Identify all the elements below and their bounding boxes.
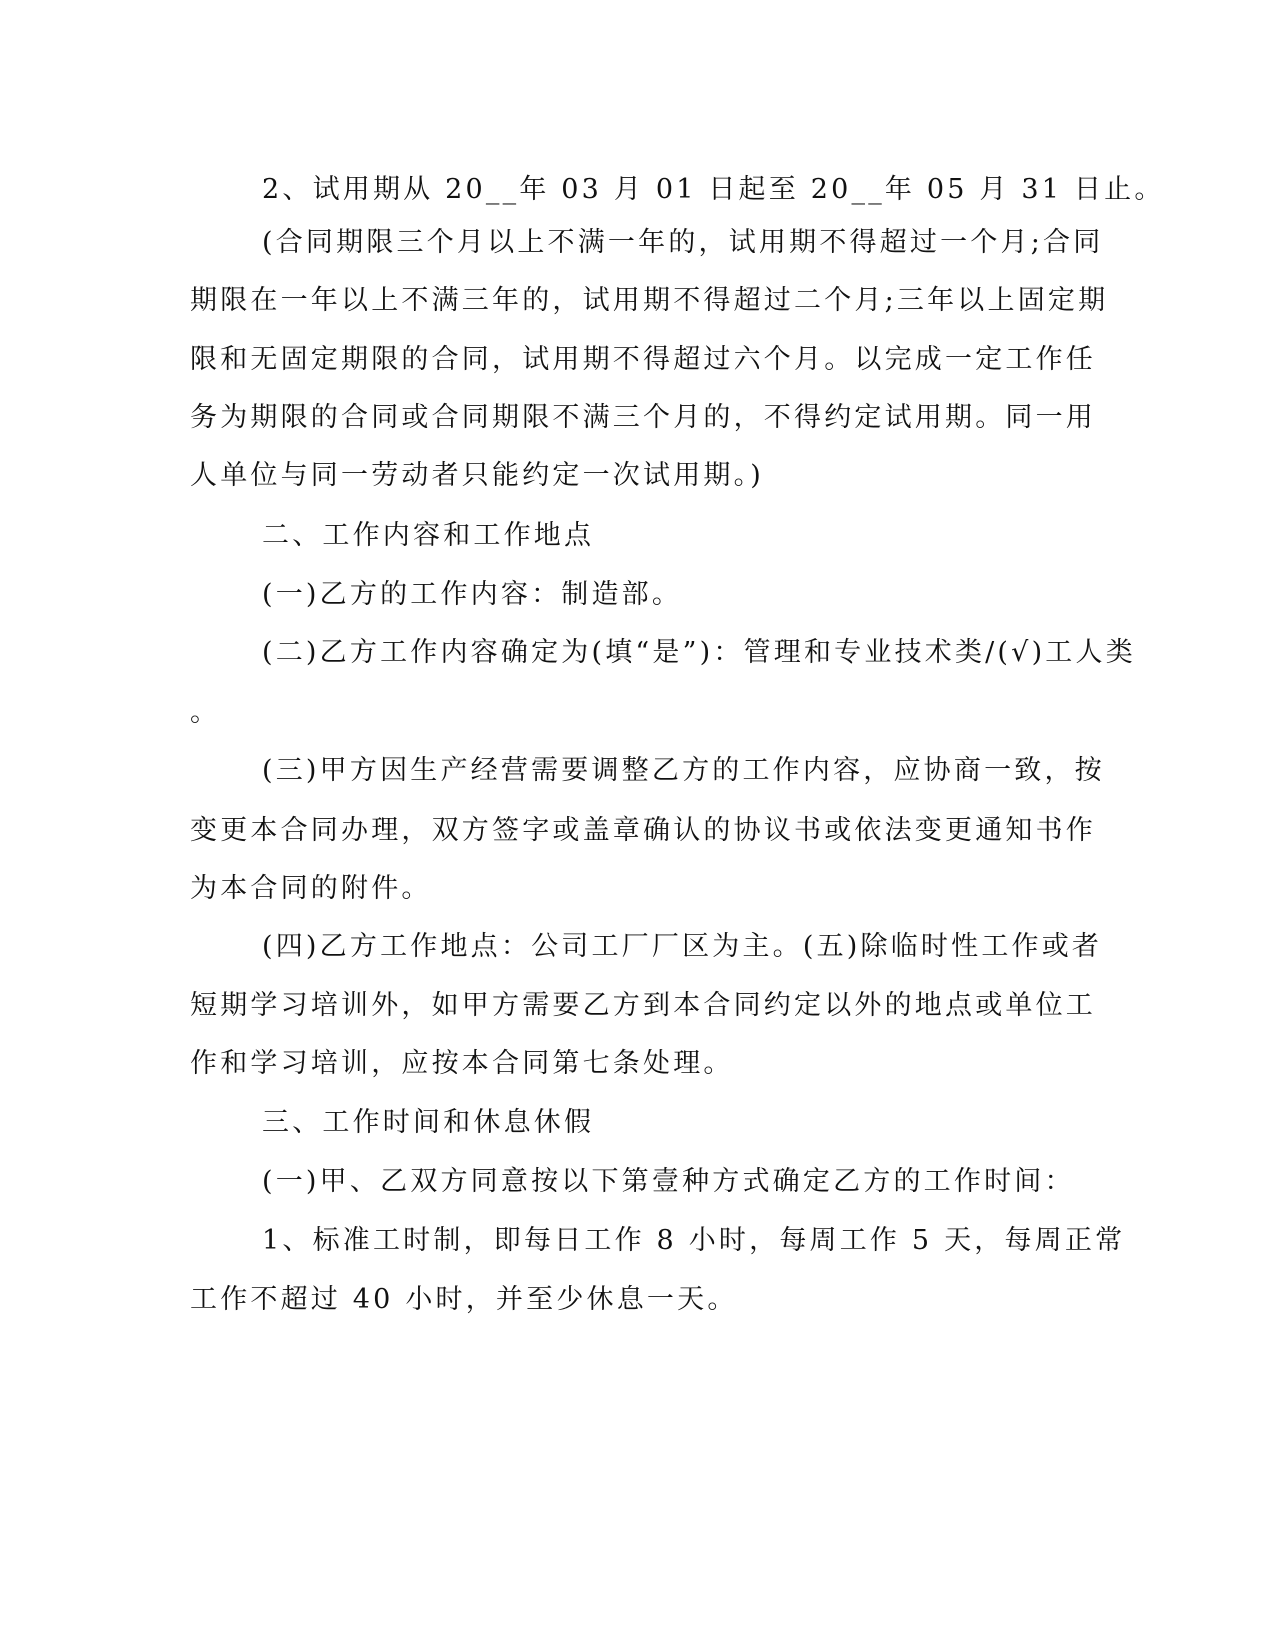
probation-note-line-5: 人单位与同一劳动者只能约定一次试用期。) [190,460,765,491]
work-content-item-3-line-1: (三)甲方因生产经营需要调整乙方的工作内容，应协商一致，按 [262,755,1105,786]
work-content-item-2: (二)乙方工作内容确定为(填“是”)：管理和专业技术类/(√)工人类 [262,637,1136,668]
work-content-item-1: (一)乙方的工作内容：制造部。 [262,579,683,610]
standard-hours-line-1: 1、标准工时制，即每日工作 8 小时，每周工作 5 天，每周正常 [262,1225,1126,1256]
work-location-line-1: (四)乙方工作地点：公司工厂厂区为主。(五)除临时性工作或者 [262,931,1103,962]
probation-note-line-4: 务为期限的合同或合同期限不满三个月的，不得约定试用期。同一用 [190,402,1096,433]
section-heading-work-content: 二、工作内容和工作地点 [262,520,595,551]
standard-hours-line-2: 工作不超过 40 小时，并至少休息一天。 [190,1284,738,1315]
work-location-line-2: 短期学习培训外，如甲方需要乙方到本合同约定以外的地点或单位工 [190,990,1096,1021]
probation-note-line-2: 期限在一年以上不满三年的，试用期不得超过二个月;三年以上固定期 [190,285,1109,316]
work-content-item-3-line-2: 变更本合同办理，双方签字或盖章确认的协议书或依法变更通知书作 [190,815,1096,846]
work-location-line-3: 作和学习培训，应按本合同第七条处理。 [190,1048,734,1079]
work-time-item-1: (一)甲、乙双方同意按以下第壹种方式确定乙方的工作时间： [262,1166,1075,1197]
probation-note-line-1: (合同期限三个月以上不满一年的，试用期不得超过一个月;合同 [262,227,1104,258]
section-heading-work-time: 三、工作时间和休息休假 [262,1107,595,1138]
work-content-item-3-line-3: 为本合同的附件。 [190,873,432,904]
work-content-item-2-continuation: 。 [190,697,221,728]
probation-note-line-3: 限和无固定期限的合同，试用期不得超过六个月。以完成一定工作任 [190,344,1096,375]
probation-period-line: 2、试用期从 20__年 03 月 01 日起至 20__年 05 月 31 日止。 [262,174,1165,205]
